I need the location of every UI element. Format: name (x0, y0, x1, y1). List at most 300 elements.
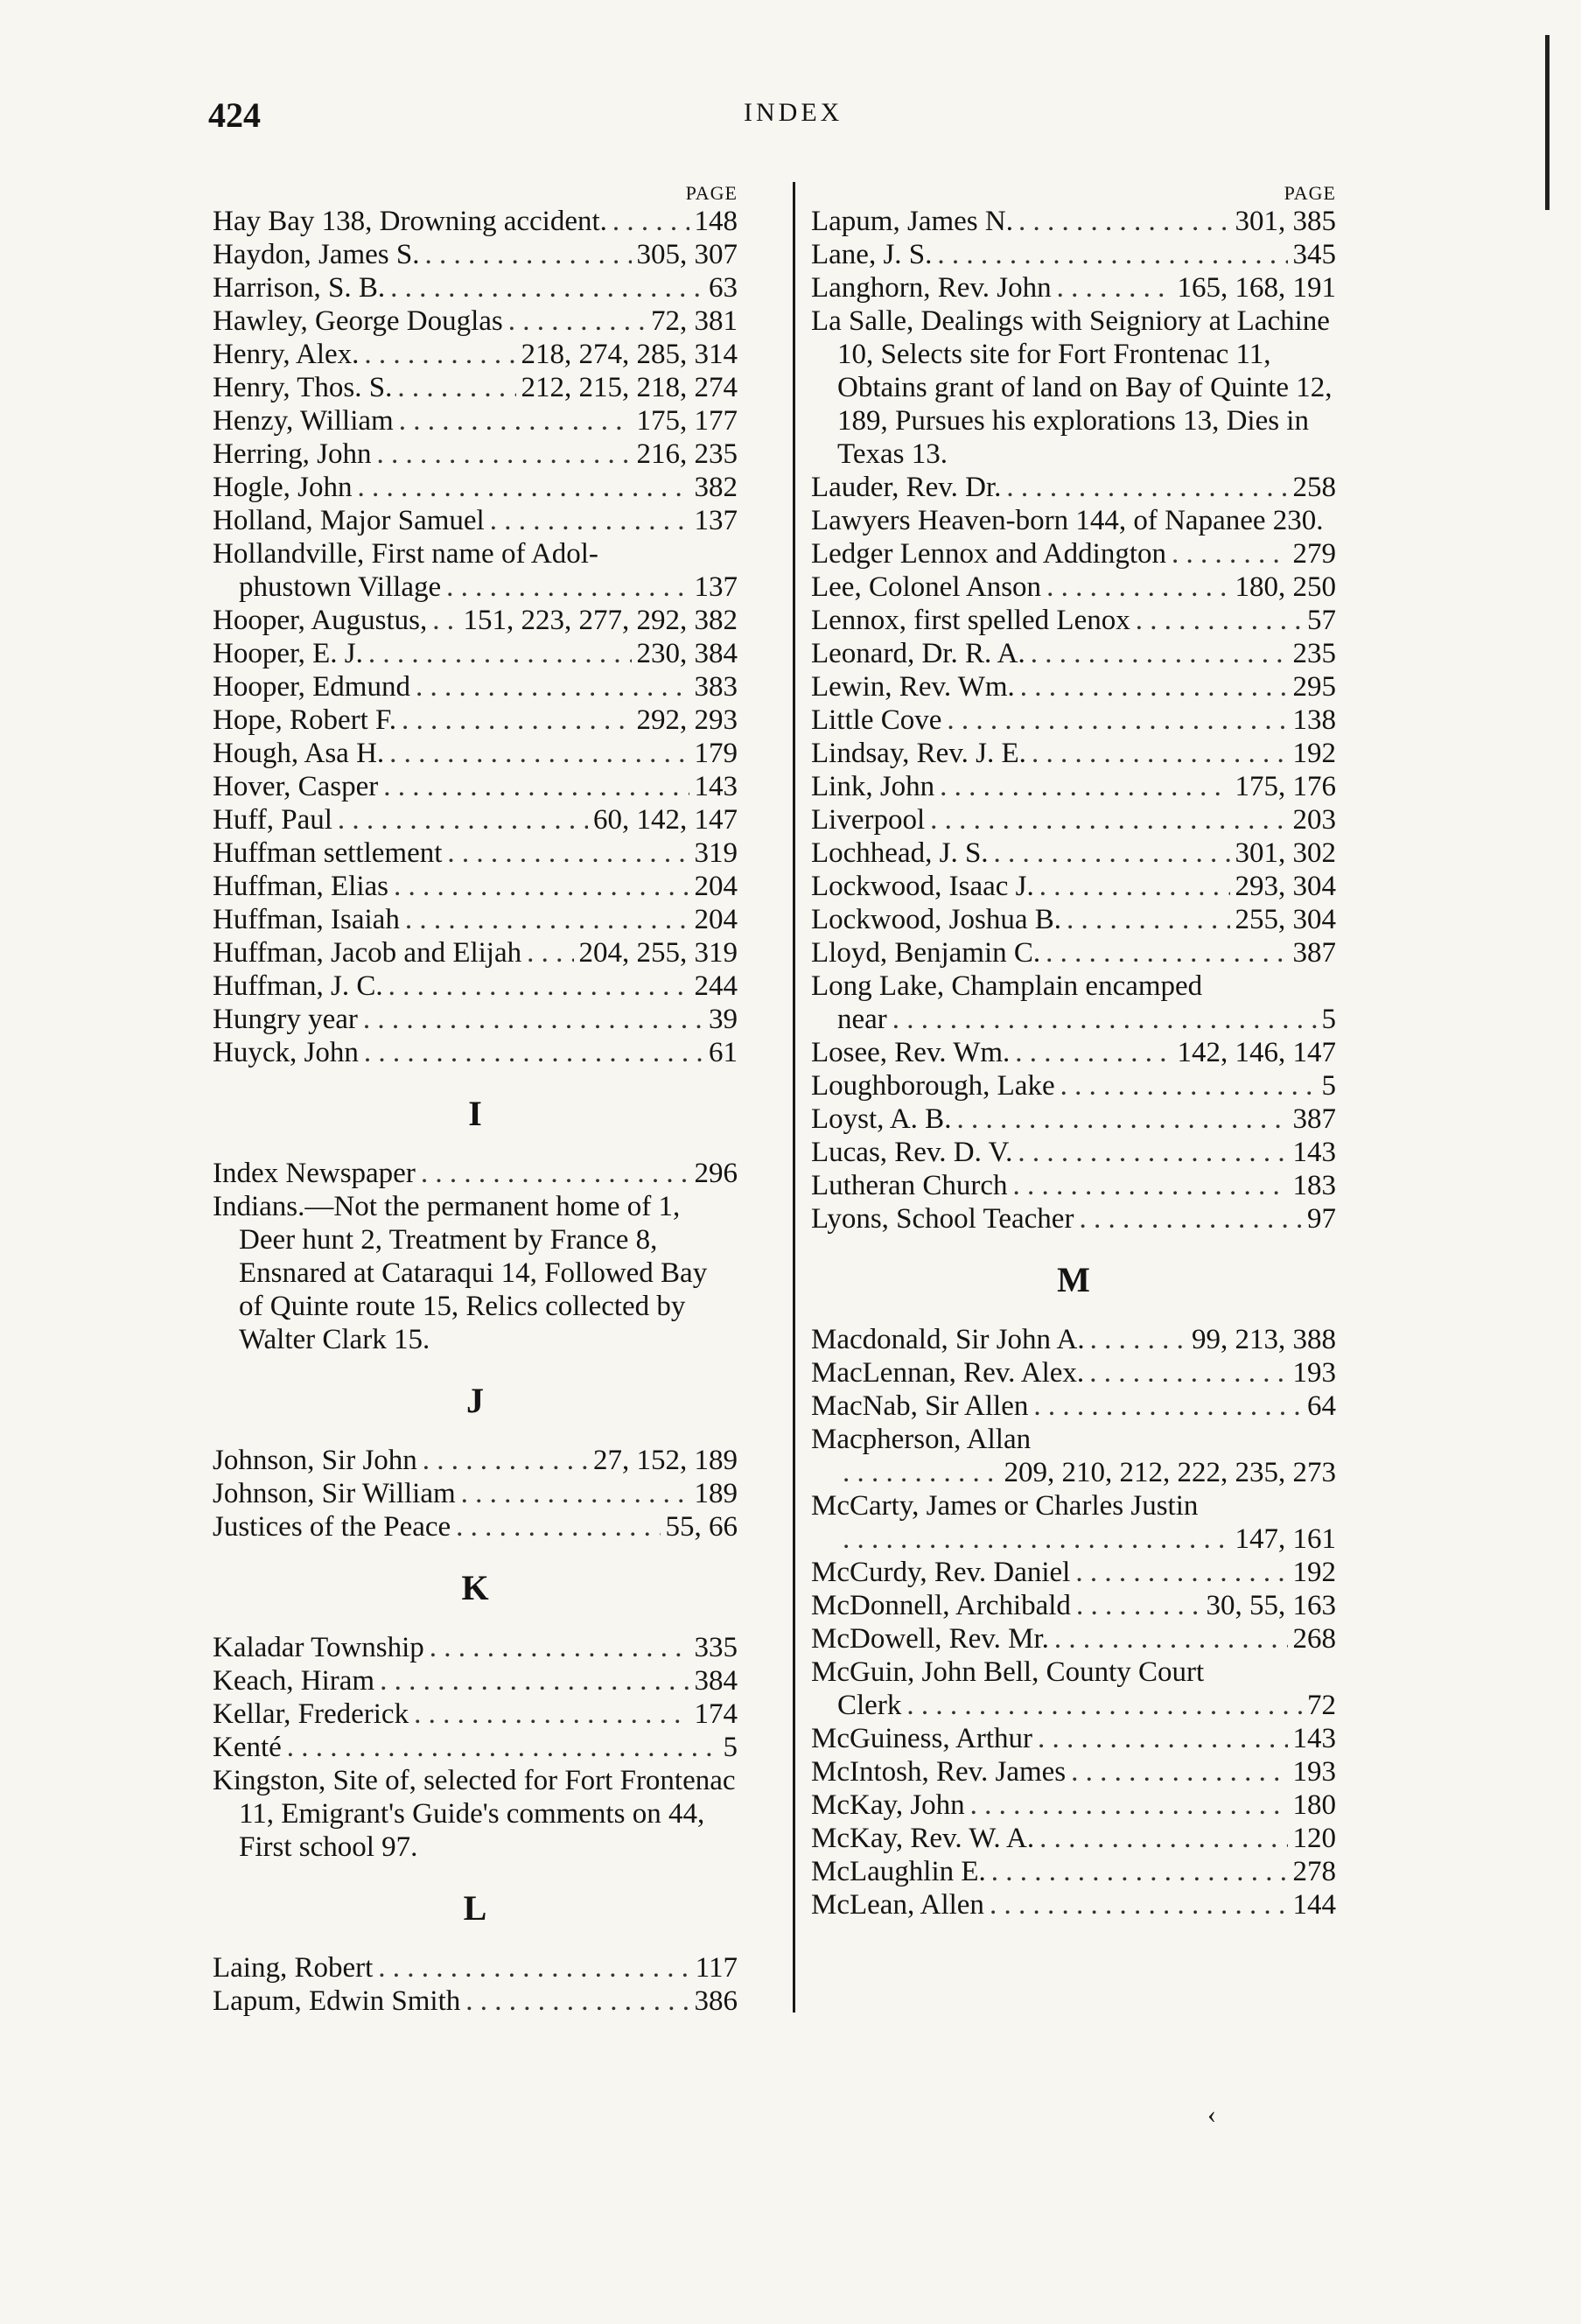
index-entry (811, 271, 1336, 304)
entry-pages: 151, 223, 277, 292, 382 (463, 605, 738, 636)
index-entry (213, 438, 738, 471)
index-entry (213, 404, 738, 438)
index-entry (811, 870, 1336, 903)
page-number: 424 (208, 95, 261, 135)
entry-term: Keach, Hiram (213, 1665, 375, 1697)
entry-pages: 305, 307 (636, 239, 738, 270)
entry-term: Hooper, Augustus, (213, 605, 428, 636)
entry-term: Link, John (811, 771, 935, 802)
i-entries (213, 1157, 738, 1356)
leader-dots (368, 637, 632, 670)
leader-dots (1039, 1822, 1287, 1855)
l-entries (213, 1951, 738, 2018)
entry-pages: 183 (1292, 1170, 1336, 1201)
entry-term: MacNab, Sir Allen (811, 1390, 1029, 1422)
entry-heading-line (811, 1489, 1336, 1522)
entry-pages: 180, 250 (1235, 571, 1336, 603)
entry-pages: 63 (709, 272, 738, 304)
entry-pages: 64 (1307, 1390, 1336, 1422)
entry-term: Hawley, George Douglas (213, 305, 503, 337)
entry-pages: 27, 152, 189 (593, 1445, 738, 1476)
index-entry: Indians.—Not the permanent home of 1, Deer hunt 2, Treatment by France 8, Ensnared at Cataraqui 14, Followed Bay of Quinte route 15, Relics collected by Walter Clark 15. (213, 1191, 708, 1355)
entry-pages: 204 (694, 904, 738, 935)
index-entry (213, 604, 738, 637)
leader-dots (390, 271, 703, 304)
entry-pages: 230, 384 (636, 638, 738, 669)
entry-term: Index Newspaper (213, 1158, 416, 1189)
section-letter-l: L (463, 1888, 487, 1928)
leader-dots (1057, 271, 1172, 304)
index-entry (213, 271, 738, 304)
leader-dots (930, 803, 1287, 836)
entry-pages: 279 (1292, 538, 1336, 570)
index-entry (213, 1157, 738, 1190)
leader-dots (1090, 1323, 1186, 1356)
leader-dots (1136, 604, 1302, 637)
entry-pages: 189 (694, 1478, 738, 1509)
leader-dots (421, 1157, 689, 1190)
entry-pages: 97 (1307, 1203, 1336, 1235)
leader-dots (378, 1951, 689, 1984)
entry-continuation-line (213, 570, 738, 604)
page-label: PAGE (685, 182, 738, 204)
entry-pages: 387 (1292, 1103, 1336, 1135)
index-entry (811, 1390, 1336, 1423)
index-entry (811, 903, 1336, 936)
entry-pages: 293, 304 (1235, 871, 1336, 902)
index-entry (213, 936, 738, 970)
index-entry (811, 803, 1336, 836)
leader-dots (1018, 205, 1230, 238)
leader-dots (430, 1631, 689, 1664)
index-entry (811, 936, 1336, 970)
entry-pages: 212, 215, 218, 274 (521, 372, 738, 403)
k-entries (213, 1631, 738, 1864)
entry-term: Hover, Casper (213, 771, 379, 802)
leader-dots (940, 770, 1229, 803)
leader-dots (399, 404, 632, 438)
leader-dots (364, 338, 515, 371)
entry-pages: 143 (1292, 1723, 1336, 1754)
entry-pages: 137 (694, 505, 738, 536)
index-entry (811, 604, 1336, 637)
entry-pages: 204, 255, 319 (578, 937, 738, 969)
entry-term: Huffman, Isaiah (213, 904, 400, 935)
entry-pages: 382 (694, 472, 738, 503)
leader-dots (461, 1477, 689, 1510)
leader-dots (402, 704, 631, 737)
section-letter-m: M (1057, 1260, 1090, 1299)
entry-continuation: near (837, 1004, 887, 1035)
entry-term: Johnson, Sir John (213, 1445, 417, 1476)
leader-dots (397, 371, 515, 404)
leader-dots (1060, 1069, 1317, 1102)
index-entry (811, 1036, 1336, 1069)
entry-continuation-line (811, 1522, 1336, 1556)
entry-pages: 345 (1292, 239, 1336, 270)
entry-pages: 117 (695, 1952, 738, 1984)
index-entry (811, 570, 1336, 604)
index-entry (811, 1556, 1336, 1589)
leader-dots (1079, 1202, 1302, 1236)
leader-dots (287, 1731, 718, 1764)
entry-pages: 5 (1321, 1004, 1336, 1035)
leader-dots (1075, 1556, 1287, 1589)
entry-pages: 175, 177 (636, 405, 738, 437)
leader-dots (1031, 637, 1288, 670)
index-entry (213, 238, 738, 271)
leader-dots (1067, 903, 1230, 936)
entry-term: Huyck, John (213, 1037, 359, 1068)
index-entry (811, 1489, 1336, 1556)
index-entry (811, 1822, 1336, 1855)
entry-pages: 203 (1292, 804, 1336, 836)
entry-term: Henzy, William (213, 405, 394, 437)
entry-term: McCurdy, Rev. Daniel (811, 1557, 1071, 1588)
leader-dots (991, 1855, 1288, 1888)
entry-pages: 61 (709, 1037, 738, 1068)
index-entry (213, 1731, 738, 1764)
leader-dots (389, 737, 689, 770)
index-entry (811, 704, 1336, 737)
index-entry (213, 1003, 738, 1036)
index-entry (811, 1169, 1336, 1202)
entry-term: Hay Bay 138, Drowning accident. (213, 206, 607, 237)
index-entry (811, 737, 1336, 770)
entry-pages: 60, 142, 147 (593, 804, 738, 836)
entry-pages: 383 (694, 671, 738, 703)
entry-pages: 138 (1292, 704, 1336, 736)
entry-pages: 301, 302 (1235, 837, 1336, 869)
entry-term: Hooper, E. J. (213, 638, 363, 669)
entry-heading-line (213, 537, 738, 570)
index-entry (811, 1589, 1336, 1622)
index-entry (213, 737, 738, 770)
entry-pages: 301, 385 (1235, 206, 1336, 237)
index-entry (811, 1622, 1336, 1656)
entry-term: McIntosh, Rev. James (811, 1756, 1067, 1788)
leader-dots (388, 970, 689, 1003)
running-head: INDEX (744, 98, 843, 127)
leader-dots (380, 1664, 689, 1698)
entry-term: Huffman settlement (213, 837, 443, 869)
entry-term: Losee, Rev. Wm. (811, 1037, 1011, 1068)
entry-term: Huff, Paul (213, 804, 332, 836)
entry-pages: 179 (694, 738, 738, 769)
entry-term: McKay, Rev. W. A. (811, 1823, 1035, 1854)
entry-term: Hollandville, First name of Adol- (213, 538, 598, 570)
entry-term: Lutheran Church (811, 1170, 1008, 1201)
index-entry (213, 471, 738, 504)
entry-term: McLean, Allen (811, 1889, 984, 1921)
index-entry (811, 1788, 1336, 1822)
entry-term: McLaughlin E. (811, 1856, 986, 1887)
leader-dots (990, 1888, 1288, 1922)
entry-term: Macdonald, Sir John A. (811, 1324, 1085, 1355)
leader-dots (383, 770, 689, 803)
entry-term: Harrison, S. B. (213, 272, 386, 304)
entry-pages: 5 (723, 1732, 738, 1763)
leader-dots (1013, 1169, 1288, 1202)
entry-pages: 235 (1292, 638, 1336, 669)
leader-dots (527, 936, 573, 970)
entry-term: Lindsay, Rev. J. E. (811, 738, 1026, 769)
entry-continuation-line (811, 1456, 1336, 1489)
entry-pages: 319 (694, 837, 738, 869)
index-entry (811, 1656, 1336, 1722)
leader-dots (1038, 1722, 1288, 1755)
index-entry (811, 471, 1336, 504)
entry-term: Hooper, Edmund (213, 671, 410, 703)
leader-dots (1006, 471, 1287, 504)
entry-pages: 193 (1292, 1357, 1336, 1389)
entry-pages: 30, 55, 163 (1206, 1590, 1336, 1621)
section-letter-k: K (461, 1568, 489, 1607)
entry-pages: 335 (694, 1632, 738, 1663)
entry-term: Loughborough, Lake (811, 1070, 1055, 1102)
index-entry (213, 537, 738, 604)
entry-pages: 174 (694, 1698, 738, 1730)
index-entry: Lawyers Heaven-born 144, of Napanee 230. (811, 505, 1324, 536)
index-entry (811, 1855, 1336, 1888)
leader-dots (1015, 1036, 1172, 1069)
entry-term: Macpherson, Allan (811, 1424, 1032, 1455)
entry-term: Lyons, School Teacher (811, 1203, 1074, 1235)
entry-continuation-line (811, 1689, 1336, 1722)
index-entry (213, 1984, 738, 2018)
leader-dots (465, 1984, 689, 2018)
entry-pages: 295 (1292, 671, 1336, 703)
index-entry (213, 970, 738, 1003)
leader-dots (456, 1510, 660, 1544)
entry-pages: 148 (694, 206, 738, 237)
entry-pages: 255, 304 (1235, 904, 1336, 935)
entry-term: Loyst, A. B. (811, 1103, 952, 1135)
leader-dots (1039, 870, 1230, 903)
entry-pages: 99, 213, 388 (1192, 1324, 1336, 1355)
entry-term: Lewin, Rev. Wm. (811, 671, 1015, 703)
leader-dots (612, 205, 689, 238)
index-entry (213, 1698, 738, 1731)
entry-pages: 193 (1292, 1756, 1336, 1788)
index-entry (811, 1356, 1336, 1390)
entry-pages: 216, 235 (636, 438, 738, 470)
index-entry (213, 1510, 738, 1544)
leader-dots (1054, 1622, 1288, 1656)
entry-pages: 143 (694, 771, 738, 802)
index-entry (811, 1202, 1336, 1236)
entry-pages: 192 (1292, 738, 1336, 769)
leader-dots (338, 803, 588, 836)
index-entry (213, 1036, 738, 1069)
entry-pages: 387 (1292, 937, 1336, 969)
index-entry (213, 870, 738, 903)
leader-dots (446, 570, 689, 604)
entry-term: McGuiness, Arthur (811, 1723, 1032, 1754)
leader-dots (416, 670, 689, 704)
m-entries (811, 1323, 1336, 1922)
leader-dots (1046, 570, 1229, 604)
entry-pages: 143 (1292, 1137, 1336, 1168)
index-entry (811, 1069, 1336, 1102)
entry-pages: 180 (1292, 1789, 1336, 1821)
entry-heading-line (811, 1423, 1336, 1456)
index-entry (811, 205, 1336, 238)
entry-pages: 39 (709, 1004, 738, 1035)
index-entry (213, 1664, 738, 1698)
index-entry: Kingston, Site of, selected for Fort Frontenac 11, Emigrant's Guide's comments on 44, First school 97. (213, 1765, 736, 1863)
leader-dots (843, 1522, 1230, 1556)
column-divider (793, 182, 795, 2012)
entry-term: Hope, Robert F. (213, 704, 397, 736)
entry-pages: 147, 161 (1235, 1523, 1336, 1555)
entry-pages: 204 (694, 871, 738, 902)
entry-term: Lockwood, Joshua B. (811, 904, 1061, 935)
leader-dots (947, 704, 1287, 737)
entry-term: Langhorn, Rev. John (811, 272, 1052, 304)
index-entry (213, 304, 738, 338)
entry-pages: 72, 381 (651, 305, 738, 337)
entry-term: Haydon, James S. (213, 239, 420, 270)
leader-dots (424, 238, 631, 271)
l-entries-continued (811, 205, 1336, 1236)
left-column (213, 182, 738, 2018)
section-letter-j: J (466, 1381, 484, 1420)
entry-pages: 386 (694, 1985, 738, 2017)
leader-dots (906, 1689, 1302, 1722)
entry-term: Lauder, Rev. Dr. (811, 472, 1002, 503)
entry-term: Johnson, Sir William (213, 1478, 456, 1509)
index-entry (811, 238, 1336, 271)
entry-pages: 72 (1307, 1690, 1336, 1721)
index-entry (811, 836, 1336, 870)
leader-dots (490, 504, 689, 537)
entry-pages: 209, 210, 212, 222, 235, 273 (1004, 1457, 1336, 1488)
entry-term: Lochhead, J. S. (811, 837, 989, 869)
leader-dots (376, 438, 631, 471)
entry-term: Kaladar Township (213, 1632, 424, 1663)
entry-pages: 192 (1292, 1557, 1336, 1588)
entry-term: Little Cove (811, 704, 942, 736)
leader-dots (432, 604, 458, 637)
leader-dots (1076, 1589, 1201, 1622)
index-entry (811, 1423, 1336, 1489)
leader-dots (1018, 1136, 1287, 1169)
index-entry (213, 1631, 738, 1664)
leader-dots (1172, 537, 1288, 570)
entry-term: Kenté (213, 1732, 282, 1763)
index-entry (811, 1136, 1336, 1169)
entry-pages: 175, 176 (1235, 771, 1336, 802)
entry-term: Lane, J. S. (811, 239, 933, 270)
entry-term: Lennox, first spelled Lenox (811, 605, 1130, 636)
index-entry (213, 371, 738, 404)
index-entry (213, 1444, 738, 1477)
index-entry (213, 504, 738, 537)
entry-term: Kellar, Frederick (213, 1698, 409, 1730)
leader-dots (447, 836, 689, 870)
index-entry (213, 903, 738, 936)
index-entry (811, 1888, 1336, 1922)
leader-dots (358, 471, 689, 504)
index-entry (811, 1722, 1336, 1755)
entry-term: Liverpool (811, 804, 926, 836)
leader-dots (1071, 1755, 1287, 1788)
index-entry (213, 836, 738, 870)
index-entry (213, 338, 738, 371)
index-entry (213, 803, 738, 836)
index-entry (213, 1951, 738, 1984)
entry-pages: 142, 146, 147 (1177, 1037, 1336, 1068)
entry-term: Laing, Robert (213, 1952, 374, 1984)
leader-dots (394, 870, 689, 903)
index-entry (213, 704, 738, 737)
leader-dots (970, 1788, 1288, 1822)
page-label-right: PAGE (1284, 182, 1336, 204)
entry-pages: 165, 168, 191 (1177, 272, 1336, 304)
section-letter-i: I (468, 1094, 482, 1133)
entry-term: Long Lake, Champlain encamped (811, 970, 1203, 1002)
leader-dots (405, 903, 689, 936)
leader-dots (1089, 1356, 1287, 1390)
entry-term: Hough, Asa H. (213, 738, 385, 769)
entry-term: Lucas, Rev. D. V. (811, 1137, 1013, 1168)
entry-term: Henry, Alex. (213, 339, 360, 370)
index-entry (213, 670, 738, 704)
entry-pages: 258 (1292, 472, 1336, 503)
h-entries (213, 205, 738, 1069)
entry-pages: 144 (1292, 1889, 1336, 1921)
index-entry (213, 637, 738, 670)
leader-dots (414, 1698, 689, 1731)
index-entry (811, 670, 1336, 704)
entry-term: Lapum, James N. (811, 206, 1013, 237)
leader-dots (1046, 936, 1287, 970)
entry-term: Huffman, Elias (213, 871, 389, 902)
entry-pages: 296 (694, 1158, 738, 1189)
entry-term: McCarty, James or Charles Justin (811, 1490, 1199, 1522)
index-entry (213, 205, 738, 238)
entry-pages: 57 (1307, 605, 1336, 636)
entry-term: Leonard, Dr. R. A. (811, 638, 1025, 669)
entry-term: Hungry year (213, 1004, 358, 1035)
entry-heading-line (811, 970, 1336, 1003)
entry-pages: 268 (1292, 1623, 1336, 1655)
entry-term: McDowell, Rev. Mr. (811, 1623, 1049, 1655)
j-entries (213, 1444, 738, 1544)
entry-term: Lloyd, Benjamin C. (811, 937, 1041, 969)
entry-pages: 5 (1321, 1070, 1336, 1102)
entry-term: MacLennan, Rev. Alex. (811, 1357, 1085, 1389)
leader-dots (1032, 737, 1288, 770)
entry-term: Herring, John (213, 438, 372, 470)
entry-term: Ledger Lennox and Addington (811, 538, 1166, 570)
entry-term: McGuin, John Bell, County Court (811, 1656, 1205, 1688)
leader-dots (892, 1003, 1317, 1036)
index-entry (811, 537, 1336, 570)
index-entry (213, 770, 738, 803)
leader-dots (363, 1003, 703, 1036)
entry-heading-line (811, 1656, 1336, 1689)
index-entry (213, 1477, 738, 1510)
entry-continuation-line (811, 1003, 1336, 1036)
index-entry (811, 1102, 1336, 1136)
entry-pages: 278 (1292, 1856, 1336, 1887)
entry-term: McDonnell, Archibald (811, 1590, 1071, 1621)
entry-term: Holland, Major Samuel (213, 505, 485, 536)
entry-pages: 120 (1292, 1823, 1336, 1854)
entry-term: Lockwood, Isaac J. (811, 871, 1034, 902)
